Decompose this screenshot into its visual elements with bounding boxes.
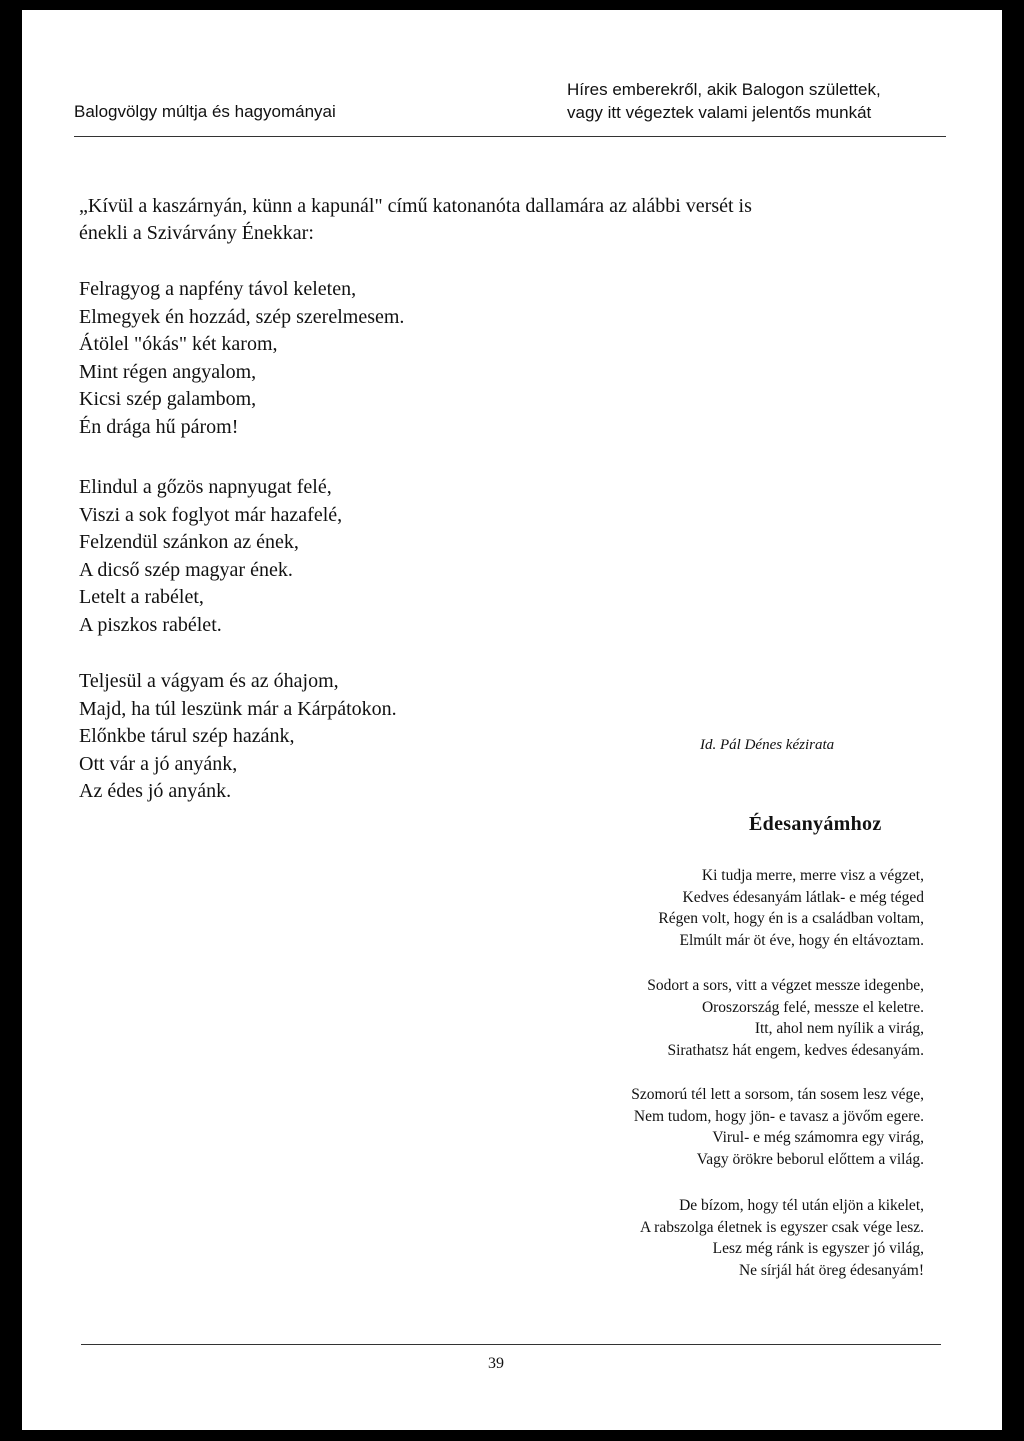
- song-stanza-1: [79, 276, 404, 441]
- poem-line: Kedves édesanyám látlak- e még téged: [682, 888, 924, 906]
- poem-line: Vagy örökre beborul előttem a világ.: [696, 1151, 924, 1169]
- poem-line: Elmúlt már öt éve, hogy én eltávoztam.: [679, 932, 924, 950]
- verse-line: Elindul a gőzös napnyugat felé,: [79, 476, 332, 498]
- header-left-title: Balogvölgy múltja és hagyományai: [74, 102, 336, 121]
- verse-line: Viszi a sok foglyot már hazafelé,: [79, 503, 343, 526]
- verse-line: Ott vár a jó anyánk,: [79, 752, 238, 775]
- verse-line: Kicsi szép galambom,: [79, 388, 257, 410]
- verse-line: Elmegyek én hozzád, szép szerelmesem.: [79, 305, 405, 328]
- poem-line: De bízom, hogy tél után eljön a kikelet,: [679, 1197, 924, 1214]
- poem-line: Régen volt, hogy én is a családban voltam,: [658, 910, 924, 928]
- poem-stanza-1: [658, 865, 924, 952]
- manuscript-caption: Id. Pál Dénes kézirata: [700, 737, 835, 753]
- intro-line: énekli a Szivárvány Énekkar:: [79, 222, 314, 244]
- verse-line: Én drága hű párom!: [79, 415, 239, 438]
- header-right-title: [567, 78, 881, 124]
- verse-line: Majd, ha túl leszünk már a Kárpátokon.: [79, 697, 397, 720]
- header-right-line: Híres emberekről, akik Balogon születtek,: [567, 80, 881, 99]
- intro-paragraph: [79, 193, 939, 247]
- verse-line: Felragyog a napfény távol keleten,: [79, 278, 357, 300]
- poem-stanza-3: [631, 1084, 924, 1171]
- footer-divider: [81, 1344, 941, 1345]
- verse-line: A piszkos rabélet.: [79, 613, 222, 636]
- verse-line: Teljesül a vágyam és az óhajom,: [79, 670, 339, 692]
- poem-line: Itt, ahol nem nyílik a virág,: [754, 1020, 924, 1038]
- song-stanza-3: [79, 668, 397, 806]
- poem-title: Édesanyámhoz: [749, 813, 882, 835]
- verse-line: Letelt a rabélet,: [79, 586, 204, 608]
- poem-line: Sodort a sors, vitt a végzet messze idegenbe,: [647, 977, 924, 994]
- poem-line: Oroszország felé, messze el keletre.: [701, 998, 924, 1016]
- poem-line: Nem tudom, hogy jön- e tavasz a jövőm egere.: [633, 1107, 924, 1125]
- poem-stanza-4: [640, 1195, 924, 1282]
- poem-stanza-2: [647, 975, 924, 1062]
- poem-line: Lesz még ránk is egyszer jó világ,: [712, 1240, 924, 1258]
- intro-line: „Kívül a kaszárnyán, künn a kapunál" című katonanóta dallamára az alábbi versét is: [79, 195, 752, 217]
- song-stanza-2: [79, 474, 342, 639]
- poem-line: A rabszolga életnek is egyszer csak vége lesz.: [639, 1218, 924, 1236]
- verse-line: Átölel "ókás" két karom,: [79, 333, 278, 355]
- header-right-line: vagy itt végeztek valami jelentős munkát: [567, 103, 872, 122]
- poem-line: Ki tudja merre, merre visz a végzet,: [701, 867, 924, 884]
- verse-line: A dicső szép magyar ének.: [79, 558, 293, 581]
- verse-line: Előnkbe tárul szép hazánk,: [79, 725, 295, 747]
- verse-line: Az édes jó anyánk.: [79, 780, 232, 802]
- document-page: [22, 10, 1002, 1430]
- poem-line: Ne sírjál hát öreg édesanyám!: [738, 1262, 924, 1280]
- page-number: 39: [488, 1355, 504, 1372]
- poem-line: Virul- e még számomra egy virág,: [712, 1129, 924, 1147]
- poem-line: Szomorú tél lett a sorsom, tán sosem lesz vége,: [631, 1086, 924, 1103]
- verse-line: Felzendül szánkon az ének,: [79, 531, 299, 553]
- poem-line: Sirathatsz hát engem, kedves édesanyám.: [667, 1042, 924, 1060]
- header-divider: [74, 136, 946, 137]
- verse-line: Mint régen angyalom,: [79, 360, 257, 383]
